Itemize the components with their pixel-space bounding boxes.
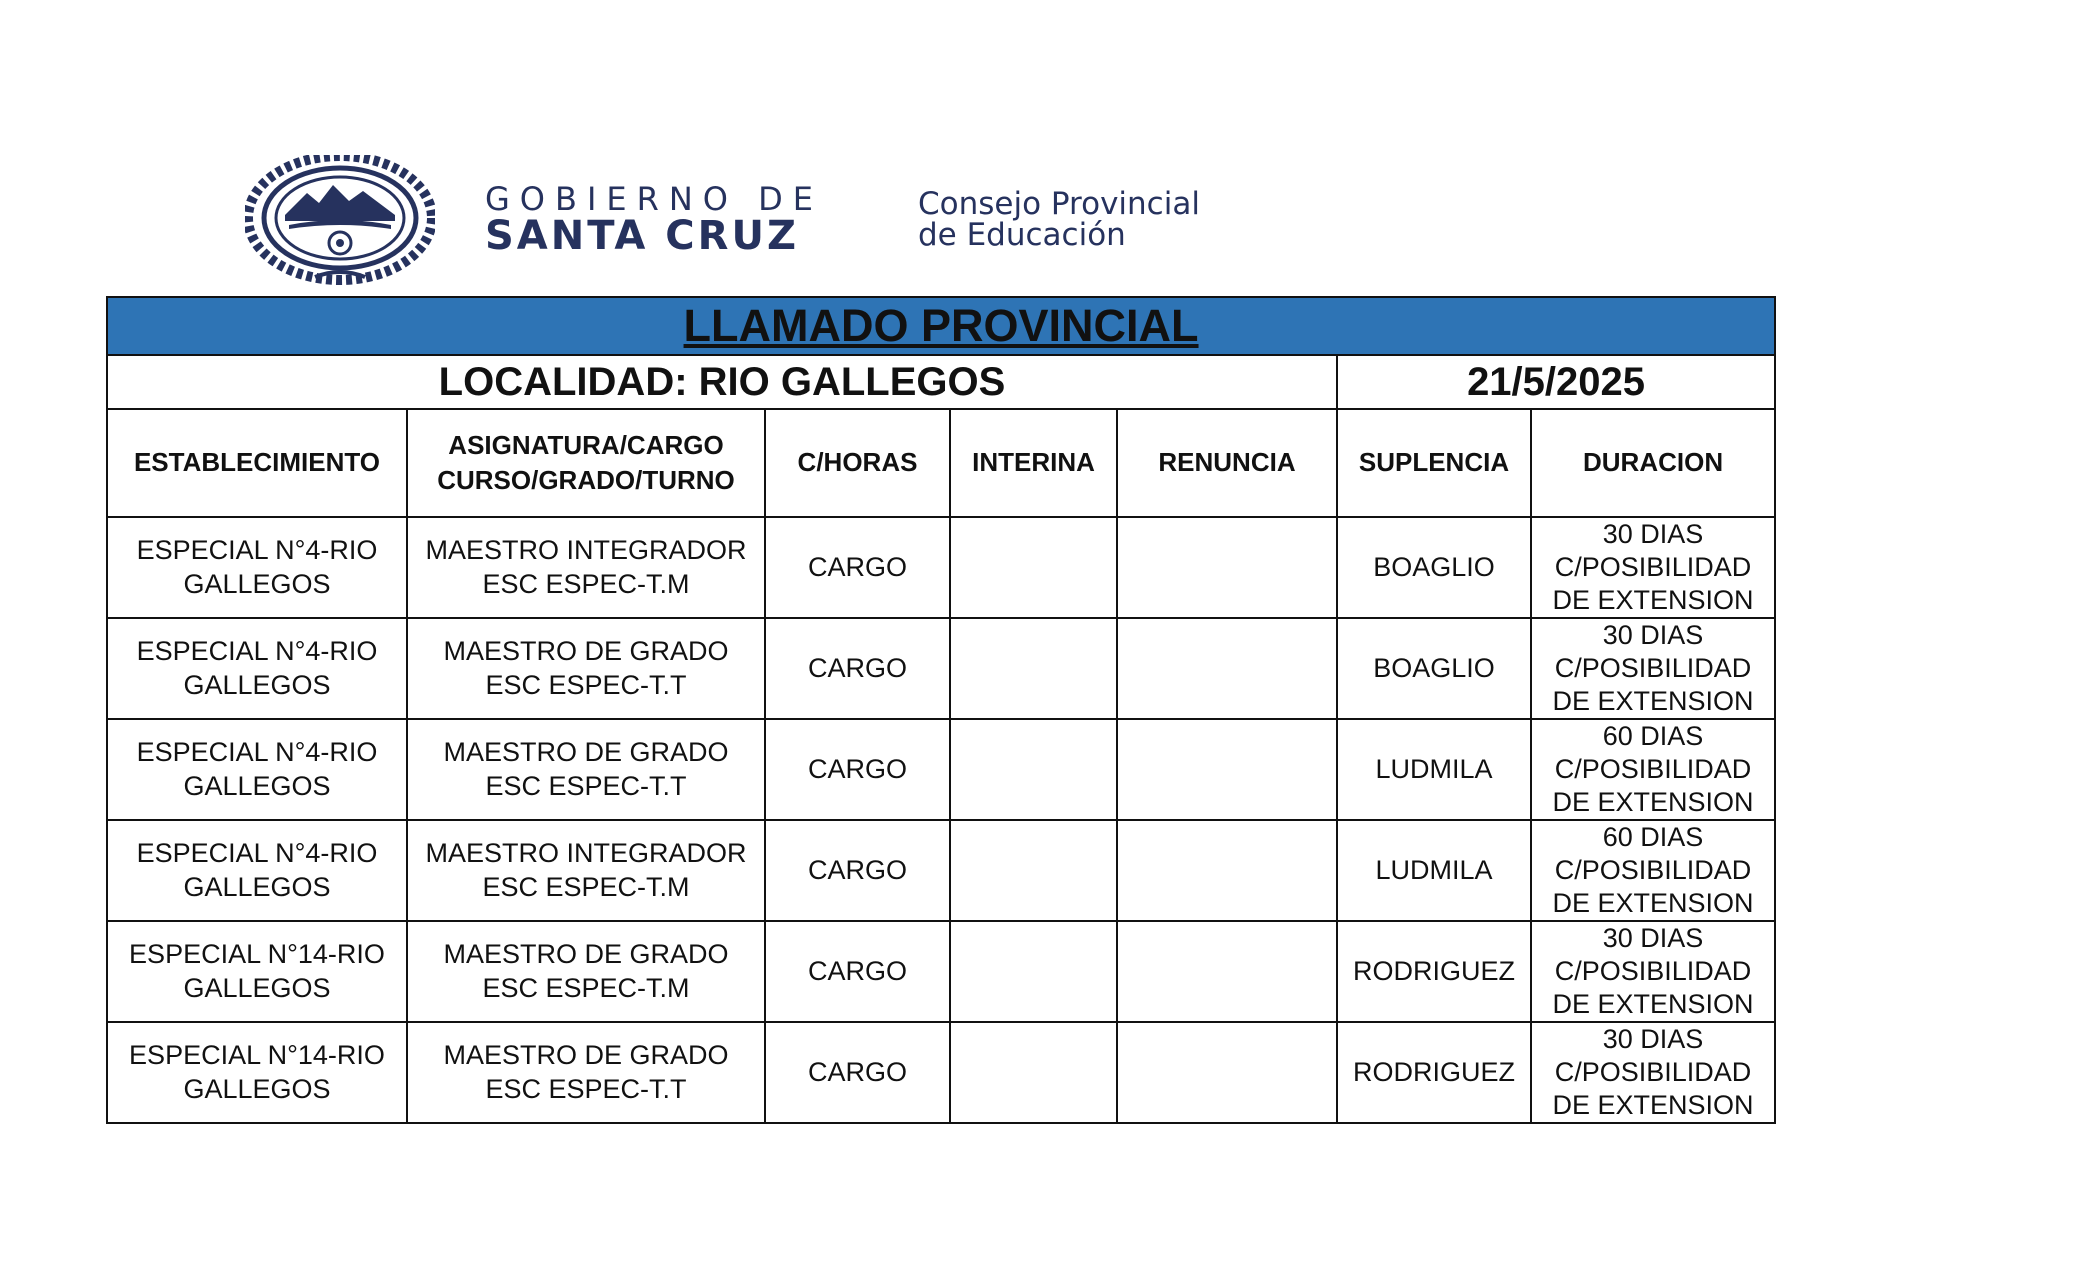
dur-line1: 60 DIAS (1602, 721, 1704, 752)
table-row (107, 1022, 1775, 1123)
cell-asignatura (407, 517, 765, 618)
cell-suplencia: LUDMILA (1337, 820, 1531, 921)
est-line2: GALLEGOS (183, 1073, 331, 1104)
col-duracion: DURACION (1531, 409, 1775, 517)
cell-interina (950, 719, 1117, 820)
col-asignatura-line2: CURSO/GRADO/TURNO (437, 465, 735, 495)
cell-interina (950, 1022, 1117, 1123)
est-line1: ESPECIAL N°14-RIO (129, 1039, 385, 1070)
council-line-1: Consejo Provincial (917, 186, 1200, 222)
dur-line1: 30 DIAS (1602, 620, 1704, 651)
dur-line2: C/POSIBILIDAD (1554, 956, 1752, 987)
asig-line1: MAESTRO DE GRADO (443, 938, 729, 969)
cell-horas: CARGO (765, 1022, 950, 1123)
table-row (107, 820, 1775, 921)
table-row (107, 719, 1775, 820)
cell-asignatura (407, 719, 765, 820)
cell-establecimiento (107, 618, 407, 719)
cell-asignatura (407, 1022, 765, 1123)
gov-line-1: GOBIERNO DE (485, 180, 823, 218)
dur-line3: DE EXTENSION (1552, 988, 1754, 1019)
council-line-2: de Educación (917, 217, 1126, 253)
letterhead (245, 155, 1445, 285)
cell-horas: CARGO (765, 820, 950, 921)
col-horas: C/HORAS (765, 409, 950, 517)
asig-line2: ESC ESPEC-T.T (485, 1073, 687, 1104)
cell-establecimiento (107, 1022, 407, 1123)
asig-line2: ESC ESPEC-T.M (482, 972, 690, 1003)
cell-interina (950, 820, 1117, 921)
asig-line1: MAESTRO DE GRADO (443, 1039, 729, 1070)
cell-horas: CARGO (765, 921, 950, 1022)
cell-renuncia (1117, 618, 1337, 719)
est-line2: GALLEGOS (183, 972, 331, 1003)
cell-duracion (1531, 1022, 1775, 1123)
dur-line2: C/POSIBILIDAD (1554, 855, 1752, 886)
gov-line-2: SANTA CRUZ (485, 213, 799, 259)
asig-line2: ESC ESPEC-T.T (485, 669, 687, 700)
cell-suplencia: LUDMILA (1337, 719, 1531, 820)
cell-suplencia: RODRIGUEZ (1337, 1022, 1531, 1123)
title-row (107, 297, 1775, 355)
est-line2: GALLEGOS (183, 568, 331, 599)
col-renuncia: RENUNCIA (1117, 409, 1337, 517)
dur-line1: 30 DIAS (1602, 923, 1704, 954)
cell-renuncia (1117, 1022, 1337, 1123)
asig-line1: MAESTRO DE GRADO (443, 736, 729, 767)
cell-suplencia: BOAGLIO (1337, 517, 1531, 618)
cell-interina (950, 618, 1117, 719)
table-row (107, 921, 1775, 1022)
est-line2: GALLEGOS (183, 770, 331, 801)
header-row (107, 409, 1775, 517)
cell-establecimiento (107, 517, 407, 618)
est-line1: ESPECIAL N°4-RIO (136, 635, 378, 666)
dur-line1: 30 DIAS (1602, 1024, 1704, 1055)
cell-duracion (1531, 719, 1775, 820)
dur-line2: C/POSIBILIDAD (1554, 1057, 1752, 1088)
asig-line2: ESC ESPEC-T.T (485, 770, 687, 801)
cell-renuncia (1117, 921, 1337, 1022)
cell-duracion (1531, 921, 1775, 1022)
cell-renuncia (1117, 820, 1337, 921)
santa-cruz-seal-logo (245, 155, 435, 285)
cell-suplencia: BOAGLIO (1337, 618, 1531, 719)
est-line2: GALLEGOS (183, 871, 331, 902)
asig-line1: MAESTRO DE GRADO (443, 635, 729, 666)
asig-line2: ESC ESPEC-T.M (482, 871, 690, 902)
est-line1: ESPECIAL N°14-RIO (129, 938, 385, 969)
dur-line3: DE EXTENSION (1552, 1089, 1754, 1120)
est-line1: ESPECIAL N°4-RIO (136, 837, 378, 868)
cell-asignatura (407, 618, 765, 719)
government-wordmark (485, 180, 823, 259)
asig-line1: MAESTRO INTEGRADOR (425, 534, 747, 565)
cell-duracion (1531, 517, 1775, 618)
dur-line1: 30 DIAS (1602, 519, 1704, 550)
asig-line2: ESC ESPEC-T.M (482, 568, 690, 599)
cell-horas: CARGO (765, 618, 950, 719)
vacancy-table (106, 296, 1776, 1124)
cell-renuncia (1117, 517, 1337, 618)
date-label: 21/5/2025 (1337, 355, 1775, 409)
cell-asignatura (407, 820, 765, 921)
col-establecimiento: ESTABLECIMIENTO (107, 409, 407, 517)
col-suplencia: SUPLENCIA (1337, 409, 1531, 517)
cell-interina (950, 921, 1117, 1022)
locality-label: LOCALIDAD: RIO GALLEGOS (107, 355, 1337, 409)
table-row (107, 517, 1775, 618)
cell-duracion (1531, 820, 1775, 921)
cell-establecimiento (107, 820, 407, 921)
page-title: LLAMADO PROVINCIAL (107, 297, 1775, 355)
council-wordmark (917, 186, 1200, 253)
dur-line3: DE EXTENSION (1552, 685, 1754, 716)
dur-line3: DE EXTENSION (1552, 584, 1754, 615)
asig-line1: MAESTRO INTEGRADOR (425, 837, 747, 868)
dur-line2: C/POSIBILIDAD (1554, 754, 1752, 785)
cell-duracion (1531, 618, 1775, 719)
col-asignatura-line1: ASIGNATURA/CARGO (448, 429, 724, 460)
est-line1: ESPECIAL N°4-RIO (136, 736, 378, 767)
cell-suplencia: RODRIGUEZ (1337, 921, 1531, 1022)
est-line1: ESPECIAL N°4-RIO (136, 534, 378, 565)
dur-line3: DE EXTENSION (1552, 786, 1754, 817)
cell-establecimiento (107, 719, 407, 820)
cell-renuncia (1117, 719, 1337, 820)
col-asignatura (407, 409, 765, 517)
table-row (107, 618, 1775, 719)
dur-line1: 60 DIAS (1602, 822, 1704, 853)
cell-horas: CARGO (765, 517, 950, 618)
cell-interina (950, 517, 1117, 618)
cell-asignatura (407, 921, 765, 1022)
dur-line2: C/POSIBILIDAD (1554, 653, 1752, 684)
dur-line2: C/POSIBILIDAD (1554, 552, 1752, 583)
est-line2: GALLEGOS (183, 669, 331, 700)
cell-establecimiento (107, 921, 407, 1022)
dur-line3: DE EXTENSION (1552, 887, 1754, 918)
col-interina: INTERINA (950, 409, 1117, 517)
cell-horas: CARGO (765, 719, 950, 820)
locality-row (107, 355, 1775, 409)
